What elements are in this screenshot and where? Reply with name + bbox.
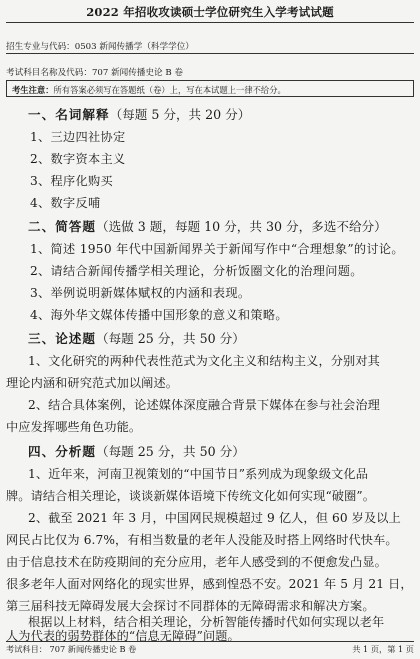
section-2-item-4: 4、海外华文媒体传播中国形象的意义和策略。: [30, 308, 288, 322]
page-footer: [6, 644, 414, 655]
major-line: 招生专业与代码：0503 新闻传播学（科学学位）: [6, 42, 194, 52]
section-3-heading: 三、论述题（每题 25 分，共 50 分）: [28, 331, 245, 346]
section-2-item-1: 1、简述 1950 年代中国新闻界关于新闻写作中“合理想象”的讨论。: [30, 242, 404, 256]
exam-title: 2022 年招收攻读硕士学位研究生入学考试试题: [86, 5, 334, 19]
section-2-item-2: 2、请结合新闻传播学相关理论，分析饭圈文化的治理问题。: [30, 264, 363, 278]
notice-label: 考生注意：: [12, 85, 54, 95]
footer-page-count: 共 1 页，第 1 页: [352, 644, 414, 654]
section-3-line-3: 2、结合具体案例，论述媒体深度融合背景下媒体在参与社会治理: [28, 398, 380, 412]
section-2-item-3: 3、举例说明新媒体赋权的内涵和表现。: [30, 286, 251, 300]
section-4-line-6: 很多老年人面对网络化的现实世界，感到惶恐不安。2021 年 5 月 21 日，: [6, 577, 413, 591]
subject-line: 考试科目名称及代码：707 新闻传播史论 B 卷: [6, 68, 184, 78]
footer-subject: 考试科目： 707 新闻传播史论 B 卷: [6, 644, 137, 654]
section-4-line-3: 2、截至 2021 年 3 月，中国网民规模超过 9 亿人，但 60 岁及以上: [28, 511, 401, 525]
section-1-item-2: 2、数字资本主义: [30, 152, 126, 166]
title-rule: [6, 22, 414, 23]
section-4-line-7: 第三届科技无障碍发展大会探讨不同群体的无障碍需求和解决方案。: [6, 599, 375, 613]
section-4-line-5: 由于信息技术在防疫期间的充分应用，老年人感受到的不便愈发凸显。: [6, 555, 387, 569]
candidate-notice: [6, 80, 414, 97]
section-4-line-9: 人为代表的弱势群体的“信息无障碍”问题。: [6, 629, 240, 643]
section-1-item-3: 3、程序化购买: [30, 174, 113, 188]
notice-text: 所有答案必须写在答题纸（卷）上，写在本试题上一律不给分。: [53, 85, 286, 95]
section-4-line-4: 网民占比仅为 6.7%，有相当数量的老年人没能及时搭上网络时代快车。: [6, 533, 398, 547]
major-rule: [6, 53, 414, 54]
section-1-item-1: 1、三边四社协定: [30, 130, 126, 144]
section-3-line-4: 中应发挥哪些角色功能。: [6, 420, 142, 434]
section-4-line-8: 根据以上材料，结合相关理论，分析智能传播时代如何实现以老年: [28, 615, 385, 629]
footer-rule: [6, 641, 414, 642]
section-4-heading: 四、分析题（每题 25 分，共 50 分）: [28, 444, 245, 459]
section-3-line-1: 1、文化研究的两种代表性范式为文化主义和结构主义，分别对其: [28, 354, 380, 368]
section-4-line-2: 牌。请结合相关理论，谈谈新媒体语境下传统文化如何实现“破圈”。: [6, 489, 375, 503]
section-4-line-1: 1、近年来，河南卫视策划的“中国节日”系列成为现象级文化品: [28, 467, 368, 481]
section-1-heading: 一、名词解释（每题 5 分，共 20 分）: [28, 107, 251, 122]
section-2-heading: 二、简答题（选做 3 题，每题 10 分，共 30 分，多选不给分）: [28, 219, 387, 234]
section-1-item-4: 4、数字反哺: [30, 196, 101, 210]
section-3-line-2: 理论内涵和研究范式加以阐述。: [6, 376, 179, 390]
